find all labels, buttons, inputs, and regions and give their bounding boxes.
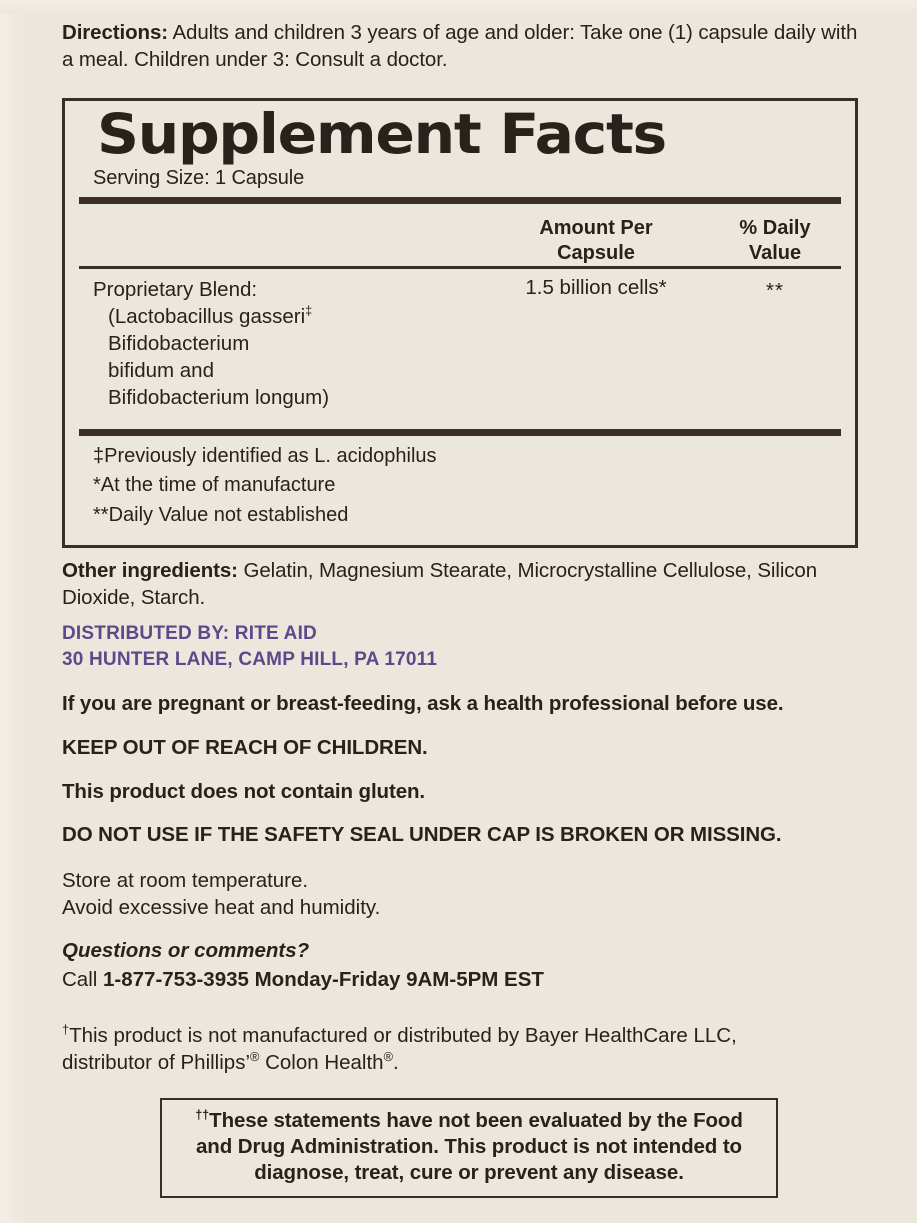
other-ingredients-label: Other ingredients:: [62, 559, 238, 582]
warning-pregnancy: If you are pregnant or breast-feeding, ask a health professional before use.: [62, 692, 784, 716]
column-header-amount-per-capsule: [511, 216, 681, 266]
amount-per-line1: Amount Per: [539, 217, 653, 239]
blend-organism-1-footnote-marker: ‡: [305, 303, 313, 319]
contact-heading: Questions or comments?: [62, 939, 310, 963]
bayer-disclaimer-line2-pre: distributor of Phillips’: [62, 1050, 250, 1074]
ingredient-name-block: [93, 276, 493, 411]
other-ingredients-text: Gelatin, Magnesium Stearate, Microcrystalline Cellulose, Silicon Dioxide, Starch.: [62, 559, 818, 609]
bayer-disclaimer-line2-mid: Colon Health: [259, 1050, 384, 1074]
ingredient-daily-value: **: [766, 279, 784, 302]
column-header-daily-value: [705, 216, 845, 266]
blend-organism-2-cont: bifidum and: [108, 359, 214, 383]
footnote-double-asterisk: **Daily Value not established: [93, 503, 349, 526]
directions-label: Directions:: [62, 21, 168, 44]
registered-mark-colon-health: ®: [383, 1049, 393, 1065]
footnote-asterisk: *At the time of manufacture: [93, 474, 336, 497]
directions-text: Adults and children 3 years of age and older: Take one (1) capsule daily with a meal. Children under 3: Consult a doctor.: [62, 21, 858, 71]
phone-number-and-hours: 1-877-753-3935 Monday-Friday 9AM-5PM EST: [103, 968, 544, 992]
warning-keep-out-of-reach: KEEP OUT OF REACH OF CHILDREN.: [62, 735, 428, 759]
storage-instructions: [62, 867, 862, 922]
registered-mark-phillips: ®: [250, 1049, 260, 1065]
storage-line-1: Store at room temperature.: [62, 868, 309, 892]
supplement-facts-footnotes: [79, 436, 841, 530]
blend-label: Proprietary Blend:: [93, 278, 258, 301]
warning-gluten-free: This product does not contain gluten.: [62, 779, 426, 803]
supplement-facts-column-headers: [79, 204, 841, 266]
warning-safety-seal: DO NOT USE IF THE SAFETY SEAL UNDER CAP IS BROKEN OR MISSING.: [62, 823, 782, 847]
storage-line-2: Avoid excessive heat and humidity.: [62, 896, 381, 920]
bayer-footnote-marker: †: [62, 1021, 70, 1037]
distributor-name: DISTRIBUTED BY: RITE AID: [62, 622, 317, 644]
serving-size-text: Serving Size: 1 Capsule: [93, 167, 305, 189]
fda-footnote-marker: ††: [195, 1107, 210, 1123]
rule-below-serving-size: [79, 197, 841, 204]
directions-paragraph: [62, 20, 862, 74]
fda-disclaimer-text: These statements have not been evaluated by the Food and Drug Administration. This product is not intended to diagnose, treat, cure or prevent any disease.: [196, 1109, 743, 1185]
label-body-copy: [62, 558, 862, 1076]
blend-organism-3: Bifidobacterium longum): [108, 386, 330, 410]
bayer-disclaimer-period: .: [392, 1050, 399, 1074]
supplement-facts-panel: [62, 98, 858, 548]
daily-value-line1: % Daily: [739, 217, 811, 239]
fda-disclaimer-box: [160, 1098, 778, 1198]
supplement-facts-title: Supplement Facts: [97, 102, 666, 166]
amount-per-line2: Capsule: [557, 242, 635, 264]
bayer-disclaimer: [62, 1022, 862, 1077]
bayer-disclaimer-line1: This product is not manufactured or distributed by Bayer HealthCare LLC,: [69, 1023, 737, 1047]
distributor-address: 30 HUNTER LANE, CAMP HILL, PA 17011: [62, 648, 438, 670]
blend-organism-1: [93, 303, 493, 330]
distributor-block: [62, 621, 862, 673]
blend-organism-2: Bifidobacterium: [108, 332, 250, 356]
call-prefix: Call: [62, 968, 104, 992]
rule-below-ingredient-row: [79, 429, 841, 436]
footnote-dagger: ‡Previously identified as L. acidophilus: [93, 445, 437, 467]
ingredient-amount-value: 1.5 billion cells*: [525, 276, 667, 299]
blend-organism-1-text: (Lactobacillus gasseri: [108, 305, 306, 329]
ingredient-row-proprietary-blend: [79, 269, 841, 422]
contact-phone-line: [62, 966, 862, 994]
daily-value-line2: Value: [748, 242, 802, 264]
other-ingredients-paragraph: [62, 558, 862, 612]
